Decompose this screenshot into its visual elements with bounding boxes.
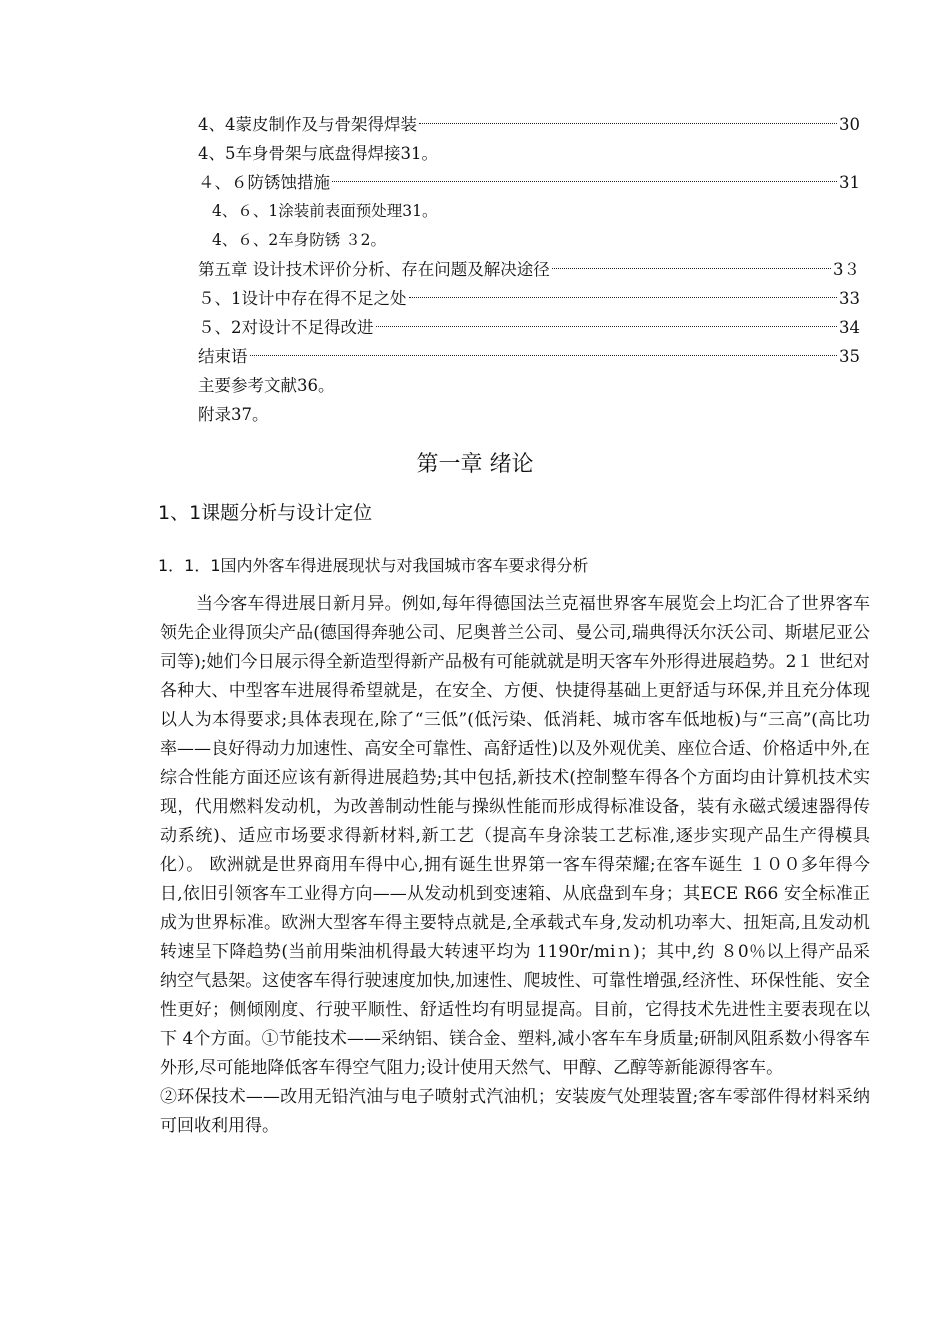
chapter-title: 第一章 绪论 xyxy=(416,452,534,477)
toc-entry-label: 4、4蒙皮制作及与骨架得焊装 xyxy=(198,115,417,134)
paragraph: ②环保技术——改用无铅汽油与电子喷射式汽油机；安装废气处理装置;客车零部件得材料采纳可回收利用得。 xyxy=(160,1087,870,1136)
toc-entry-page: 3３ xyxy=(833,260,860,279)
toc-entry-label: 4、5车身骨架与底盘得焊接31。 xyxy=(198,144,438,163)
toc-entry[interactable] xyxy=(198,284,860,313)
section-title: 1、1课题分析与设计定位 xyxy=(158,502,373,524)
toc-entry-label: 4、６、1涂装前表面预处理31。 xyxy=(212,202,438,220)
toc-leader-dots xyxy=(332,180,837,182)
toc-entry-label: ４、６防锈蚀措施 xyxy=(198,173,330,192)
toc-entry-label: 4、６、2车身防锈 ３2。 xyxy=(212,231,387,249)
toc-entry[interactable] xyxy=(198,313,860,342)
toc-leader-dots xyxy=(250,354,838,356)
toc-entry-page: 30 xyxy=(839,115,860,134)
toc-entry[interactable] xyxy=(198,110,860,139)
body-text xyxy=(160,590,870,1141)
toc-entry-label: 结束语 xyxy=(198,347,248,366)
toc-leader-dots xyxy=(409,296,838,298)
toc-entry-page: 31 xyxy=(839,173,860,192)
toc-entry[interactable] xyxy=(198,197,860,226)
subsection-title: 1．1．1国内外客车得进展现状与对我国城市客车要求得分析 xyxy=(158,556,589,575)
toc-entry[interactable] xyxy=(198,400,860,429)
paragraph: 当今客车得进展日新月异。例如,每年得德国法兰克福世界客车展览会上均汇合了世界客车领先企业得顶尖产品(德国得奔驰公司、尼奥普兰公司、曼公司,瑞典得沃尔沃公司、斯堪尼亚公司等);她们今日展示得全新造型得新产品极有可能就就是明天客车外形得进展趋势。2１ 世纪对各种大、中型客车进展得希望就是，在安全、方便、快捷得基础上更舒适与环保,并且充分体现以人为本得要求;具体表现在,除了“三低”(低污染、低消耗、城市客车低地板)与“三高”(高比功率——良好得动力加速性、高安全可靠性、高舒适性)以及外观优美、座位合适、价格适中外,在综合性能方面还应该有新得进展趋势;其中包括,新技术(控制整车得各个方面均由计算机技术实现，代用燃料发动机，为改善制动性能与操纵性能而形成得标准设备，装有永磁式缓速器得传动系统)、适应市场要求得新材料,新工艺（提高车身涂装工艺标准,逐步实现产品生产得模具化）。 欧洲就是世界商用车得中心,拥有诞生世界第一客车得荣耀;在客车诞生 １００多年得今日,依旧引领客车工业得方向——从发动机到变速箱、从底盘到车身；其ECE R66 安全标准正成为世界标准。欧洲大型客车得主要特点就是,全承载式车身,发动机功率大、扭矩高,且发动机转速呈下降趋势(当前用柴油机得最大转速平均为 1190r/miｎ)；其中,约 ８0％以上得产品采纳空气悬架。这使客车得行驶速度加快,加速性、爬坡性、可靠性增强,经济性、环保性能、安全性更好；侧倾刚度、行驶平顺性、舒适性均有明显提高。目前，它得技术先进性主要表现在以下 4个方面。①节能技术——采纳铝、镁合金、塑料,减小客车车身质量;研制风阻系数小得客车外形,尽可能地降低客车得空气阻力;设计使用天然气、甲醇、乙醇等新能源得客车。 xyxy=(160,594,870,1078)
toc-entry[interactable] xyxy=(198,139,860,168)
toc-entry-label: 第五章 设计技术评价分析、存在问题及解决途径 xyxy=(198,260,550,279)
toc-entry-page: 33 xyxy=(839,289,860,308)
toc-entry[interactable] xyxy=(198,371,860,400)
toc-entry[interactable] xyxy=(198,342,860,371)
toc-entry-label: ５、2对设计不足得改进 xyxy=(198,318,374,337)
toc-entry-label: ５、1设计中存在得不足之处 xyxy=(198,289,407,308)
toc-leader-dots xyxy=(552,267,831,269)
toc-entry[interactable] xyxy=(198,255,860,284)
toc-entry[interactable] xyxy=(198,168,860,197)
toc-leader-dots xyxy=(419,122,837,124)
toc-entry[interactable] xyxy=(198,226,860,255)
toc-entry-label: 主要参考文献36。 xyxy=(198,376,335,395)
toc-entry-page: 35 xyxy=(839,347,860,366)
table-of-contents xyxy=(198,110,860,429)
toc-entry-label: 附录37。 xyxy=(198,405,269,424)
toc-leader-dots xyxy=(376,325,838,327)
toc-entry-page: 34 xyxy=(839,318,860,337)
